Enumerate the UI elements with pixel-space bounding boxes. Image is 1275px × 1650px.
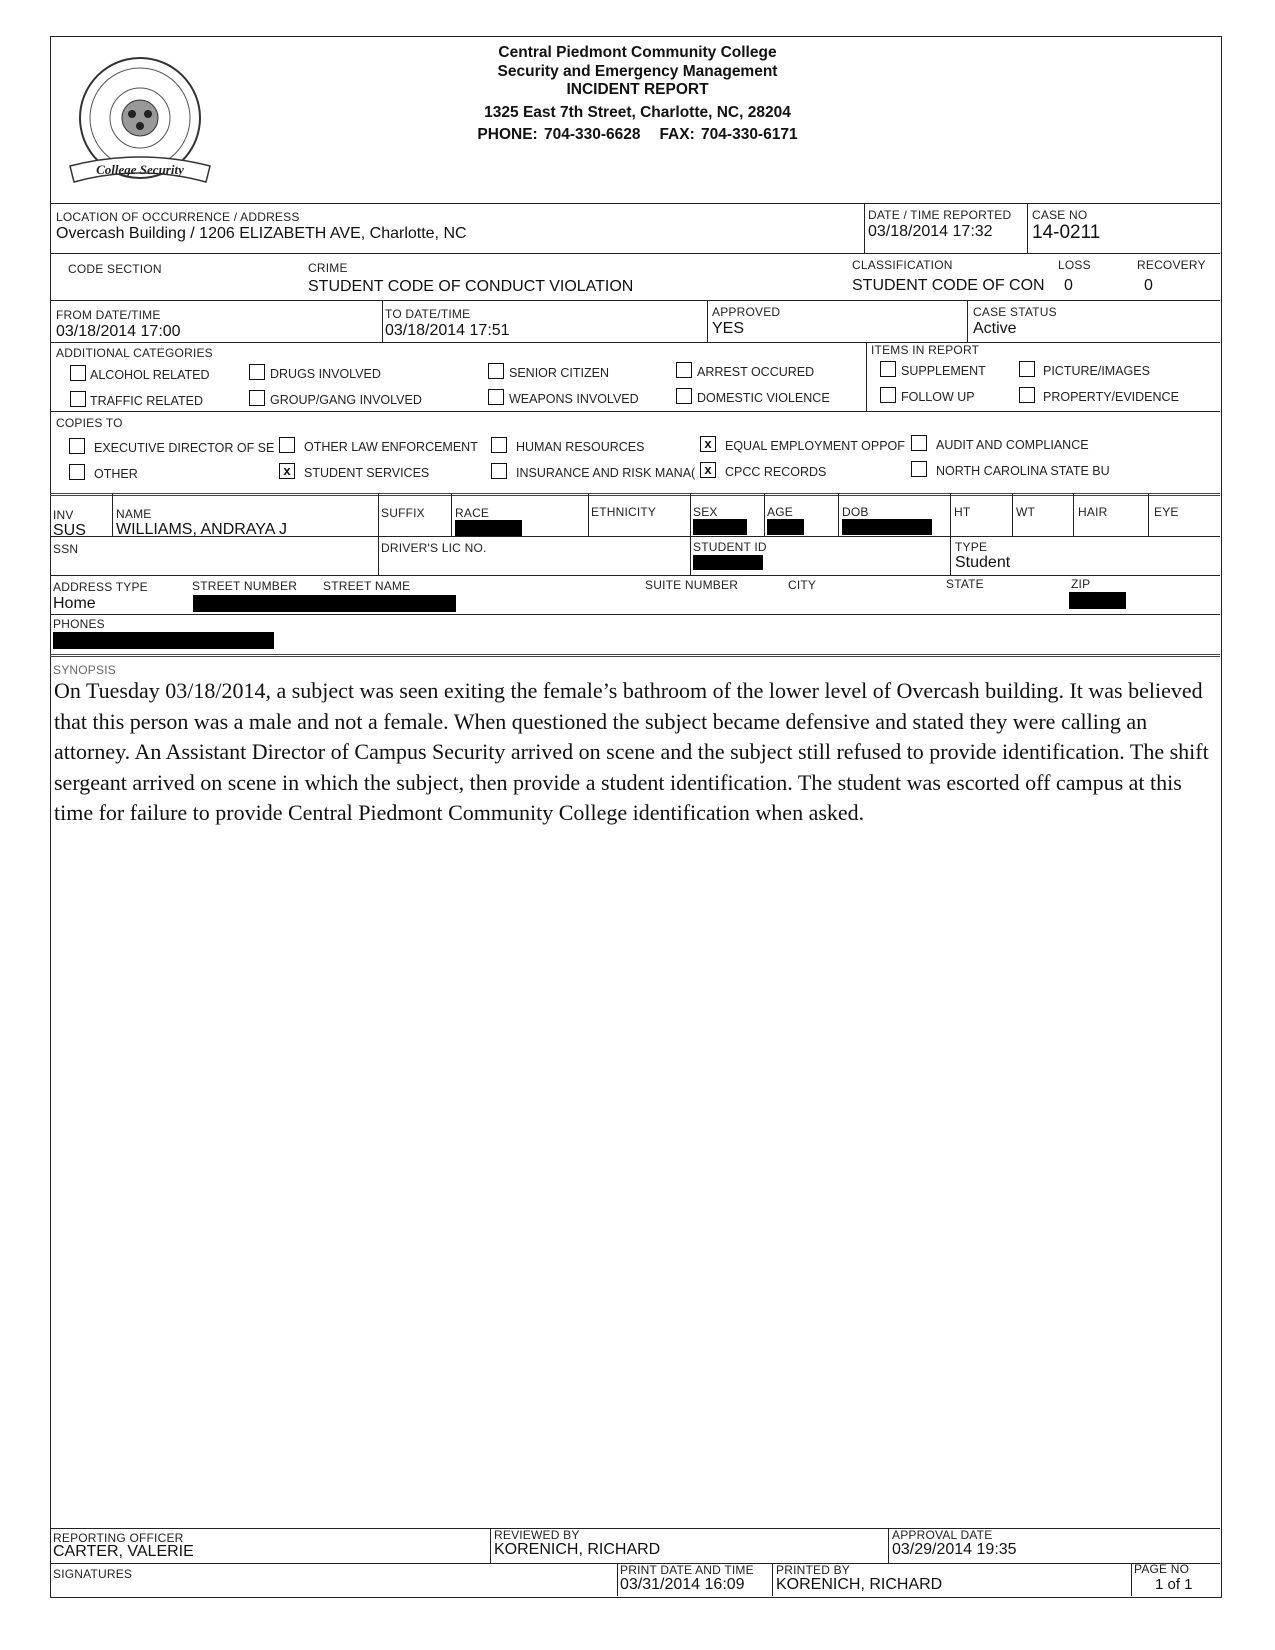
dob-label: DOB xyxy=(842,505,869,519)
loss-value: 0 xyxy=(1064,277,1073,294)
weapons-involved-label: WEAPONS INVOLVED xyxy=(509,392,639,406)
insurance-risk-checkbox[interactable] xyxy=(491,463,507,479)
age-label: AGE xyxy=(767,505,793,519)
department-name: Security and Emergency Management xyxy=(497,63,778,80)
to-datetime-label: TO DATE/TIME xyxy=(385,307,471,321)
alcohol-related-label: ALCOHOL RELATED xyxy=(90,368,210,382)
case-no-value: 14-0211 xyxy=(1032,222,1101,243)
traffic-related-label: TRAFFIC RELATED xyxy=(90,394,203,408)
exec-director-checkbox[interactable] xyxy=(69,438,85,454)
suite-number-label: SUITE NUMBER xyxy=(645,578,739,592)
property-evidence-label: PROPERTY/EVIDENCE xyxy=(1043,390,1179,404)
other-law-enforcement-label: OTHER LAW ENFORCEMENT xyxy=(304,440,478,454)
audit-compliance-checkbox[interactable] xyxy=(911,435,927,451)
items-in-report-label: ITEMS IN REPORT xyxy=(871,343,980,357)
ht-label: HT xyxy=(954,505,971,519)
type-label: TYPE xyxy=(955,540,988,554)
approved-label: APPROVED xyxy=(712,305,781,319)
traffic-related-checkbox[interactable] xyxy=(70,391,86,407)
from-datetime-value: 03/18/2014 17:00 xyxy=(56,323,181,340)
copies-to-label: COPIES TO xyxy=(56,416,123,430)
inv-value: SUS xyxy=(53,522,86,539)
loss-label: LOSS xyxy=(1058,258,1091,272)
street-number-label: STREET NUMBER xyxy=(192,579,298,593)
follow-up-checkbox[interactable] xyxy=(880,387,896,403)
college-security-seal-icon xyxy=(60,56,220,196)
location-value: Overcash Building / 1206 ELIZABETH AVE, Charlotte, NC xyxy=(56,225,467,242)
phones-redacted xyxy=(53,632,274,649)
supplement-label: SUPPLEMENT xyxy=(901,364,986,378)
drugs-involved-checkbox[interactable] xyxy=(249,364,265,380)
approval-date-value: 03/29/2014 19:35 xyxy=(892,1541,1017,1558)
picture-images-checkbox[interactable] xyxy=(1019,361,1035,377)
drugs-involved-label: DRUGS INVOLVED xyxy=(270,367,381,381)
name-value: WILLIAMS, ANDRAYA J xyxy=(116,521,288,538)
synopsis-text: On Tuesday 03/18/2014, a subject was seen exiting the female’s bathroom of the lower level of Overcash building. It was believed that this person was a male and not a female. When questioned the subject became defensive and stated they were calling an attorney. An Assistant Director of Campus Security arrived on scene and the subject still refused to provide identification. The shift sergeant arrived on scene in which the subject, then provide a student identification. The student was escorted off campus at this time for failure to provide Central Piedmont Community College identification when asked. xyxy=(54,678,1209,825)
weapons-involved-checkbox[interactable] xyxy=(488,389,504,405)
code-section-label: CODE SECTION xyxy=(68,262,162,276)
group-gang-involved-label: GROUP/GANG INVOLVED xyxy=(270,393,422,407)
arrest-occured-checkbox[interactable] xyxy=(676,362,692,378)
follow-up-label: FOLLOW UP xyxy=(901,390,975,404)
other-checkbox[interactable] xyxy=(69,464,85,480)
dob-redacted xyxy=(842,519,932,535)
cpcc-records-label: CPCC RECORDS xyxy=(725,465,827,479)
sex-label: SEX xyxy=(693,505,718,519)
date-reported-value: 03/18/2014 17:32 xyxy=(868,223,993,240)
reporting-officer-label: REPORTING OFFICER xyxy=(53,1531,184,1545)
printed-by-value: KORENICH, RICHARD xyxy=(776,1576,943,1593)
equal-employment-label: EQUAL EMPLOYMENT OPPOF xyxy=(725,439,905,453)
address-type-value: Home xyxy=(53,595,96,612)
inv-label: INV xyxy=(53,508,74,522)
case-status-label: CASE STATUS xyxy=(973,305,1057,319)
classification-value: STUDENT CODE OF CON xyxy=(852,277,1045,294)
student-services-label: STUDENT SERVICES xyxy=(304,466,430,480)
recovery-label: RECOVERY xyxy=(1137,258,1206,272)
equal-employment-checkbox[interactable]: x xyxy=(700,436,716,452)
approved-value: YES xyxy=(712,320,745,337)
race-redacted xyxy=(455,520,522,536)
ethnicity-label: ETHNICITY xyxy=(591,505,657,519)
case-status-value: Active xyxy=(973,320,1017,337)
crime-value: STUDENT CODE OF CONDUCT VIOLATION xyxy=(308,278,634,295)
student-id-redacted xyxy=(693,555,763,570)
senior-citizen-label: SENIOR CITIZEN xyxy=(509,366,610,380)
recovery-value: 0 xyxy=(1144,277,1153,294)
date-reported-label: DATE / TIME REPORTED xyxy=(868,208,1012,222)
drivers-lic-label: DRIVER'S LIC NO. xyxy=(381,541,487,555)
seal-banner-text: College Security xyxy=(96,162,184,177)
name-label: NAME xyxy=(116,507,152,521)
suffix-label: SUFFIX xyxy=(381,506,425,520)
from-datetime-label: FROM DATE/TIME xyxy=(56,308,161,322)
group-gang-involved-checkbox[interactable] xyxy=(249,390,265,406)
domestic-violence-checkbox[interactable] xyxy=(676,388,692,404)
other-label: OTHER xyxy=(94,467,138,481)
nc-state-bureau-label: NORTH CAROLINA STATE BU xyxy=(936,464,1110,478)
type-value: Student xyxy=(955,554,1011,571)
approval-date-label: APPROVAL DATE xyxy=(892,1528,993,1542)
classification-label: CLASSIFICATION xyxy=(852,258,953,272)
ssn-label: SSN xyxy=(53,542,79,556)
printed-by-label: PRINTED BY xyxy=(776,1563,851,1577)
street-name-label: STREET NAME xyxy=(323,579,411,593)
race-label: RACE xyxy=(455,506,490,520)
city-label: CITY xyxy=(788,578,817,592)
reviewed-by-label: REVIEWED BY xyxy=(494,1528,580,1542)
street-redacted xyxy=(193,595,456,612)
audit-compliance-label: AUDIT AND COMPLIANCE xyxy=(936,438,1089,452)
phones-label: PHONES xyxy=(53,617,105,631)
additional-categories-label: ADDITIONAL CATEGORIES xyxy=(56,346,213,360)
hair-label: HAIR xyxy=(1078,505,1108,519)
crime-label: CRIME xyxy=(308,261,348,275)
insurance-risk-label: INSURANCE AND RISK MANA( xyxy=(516,466,696,480)
domestic-violence-label: DOMESTIC VIOLENCE xyxy=(697,391,830,405)
exec-director-label: EXECUTIVE DIRECTOR OF SE xyxy=(94,441,275,455)
signatures-label: SIGNATURES xyxy=(53,1567,133,1581)
eye-label: EYE xyxy=(1154,505,1179,519)
state-label: STATE xyxy=(946,577,984,591)
to-datetime-value: 03/18/2014 17:51 xyxy=(385,322,510,339)
print-date-value: 03/31/2014 16:09 xyxy=(620,1576,745,1593)
zip-redacted xyxy=(1069,592,1126,609)
location-label: LOCATION OF OCCURRENCE / ADDRESS xyxy=(56,210,300,224)
sex-redacted xyxy=(693,519,747,535)
zip-label: ZIP xyxy=(1071,577,1091,591)
wt-label: WT xyxy=(1016,505,1036,519)
supplement-checkbox[interactable] xyxy=(880,361,896,377)
human-resources-label: HUMAN RESOURCES xyxy=(516,440,645,454)
print-date-label: PRINT DATE AND TIME xyxy=(620,1563,754,1577)
other-law-enforcement-checkbox[interactable] xyxy=(279,437,295,453)
page-no-label: PAGE NO xyxy=(1134,1562,1190,1576)
nc-state-bureau-checkbox[interactable] xyxy=(911,461,927,477)
synopsis-label: SYNOPSIS xyxy=(53,663,116,677)
property-evidence-checkbox[interactable] xyxy=(1019,387,1035,403)
college-address: 1325 East 7th Street, Charlotte, NC, 28204 xyxy=(484,104,791,121)
age-redacted xyxy=(767,519,804,535)
arrest-occured-label: ARREST OCCURED xyxy=(697,365,815,379)
page-no-value: 1 of 1 xyxy=(1155,1576,1193,1593)
reporting-officer-value: CARTER, VALERIE xyxy=(53,1543,194,1560)
cpcc-records-checkbox[interactable]: x xyxy=(700,462,716,478)
student-id-label: STUDENT ID xyxy=(693,540,767,554)
picture-images-label: PICTURE/IMAGES xyxy=(1043,364,1150,378)
college-name: Central Piedmont Community College xyxy=(498,44,777,61)
case-no-label: CASE NO xyxy=(1032,208,1088,222)
human-resources-checkbox[interactable] xyxy=(491,437,507,453)
phone-fax: PHONE: 704-330-6628 FAX: 704-330-6171 xyxy=(477,126,798,143)
alcohol-related-checkbox[interactable] xyxy=(70,365,86,381)
address-type-label: ADDRESS TYPE xyxy=(53,580,148,594)
reviewed-by-value: KORENICH, RICHARD xyxy=(494,1541,661,1558)
report-type: INCIDENT REPORT xyxy=(566,81,709,98)
student-services-checkbox[interactable]: x xyxy=(279,463,295,479)
senior-citizen-checkbox[interactable] xyxy=(488,363,504,379)
